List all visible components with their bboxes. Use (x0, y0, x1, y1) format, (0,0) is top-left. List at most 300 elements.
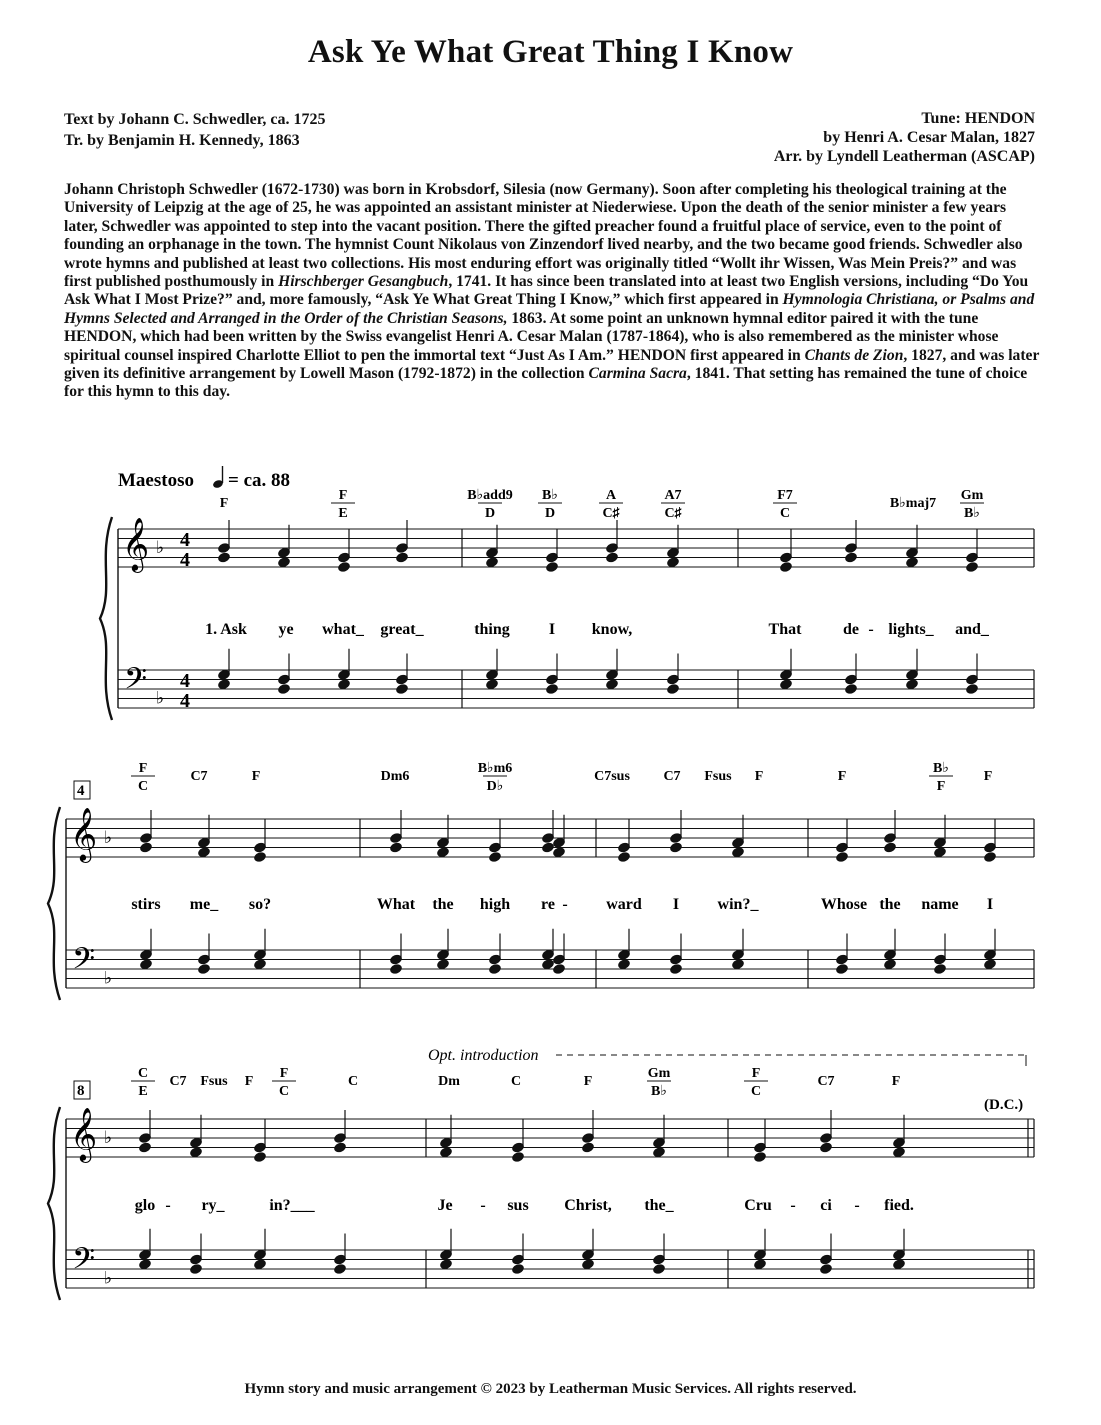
bass-note-chord (605, 649, 618, 690)
chord-name: F (244, 1074, 254, 1089)
bass-note-chord (277, 654, 290, 695)
treble-note-chord (652, 1115, 665, 1158)
note-head (666, 556, 679, 568)
bass-note-chord (189, 1234, 202, 1275)
chord-symbol (838, 769, 847, 784)
note-head (933, 846, 946, 858)
chord-symbol (381, 769, 410, 784)
time-signature-top: 4 (180, 670, 190, 693)
note-head (488, 963, 501, 975)
note-head (488, 851, 501, 863)
note-head (883, 842, 896, 854)
lyric-syllable: in?___ (269, 1197, 315, 1214)
chord-symbol (599, 488, 623, 521)
music-system (48, 761, 1034, 1000)
note-head (511, 1263, 524, 1275)
lyric-syllable: ward (606, 896, 642, 913)
note-head (844, 683, 857, 695)
chord-bass: C (278, 1084, 290, 1099)
note-head (197, 963, 210, 975)
bass-note-chord (439, 1229, 452, 1270)
lyric-syllable: That (768, 621, 802, 638)
note-head (617, 958, 630, 970)
note-head (217, 552, 230, 564)
note-head (892, 1146, 905, 1158)
chord-symbol (331, 488, 355, 521)
treble-note-chord (439, 1115, 452, 1158)
book-title: Carmina Sacra (588, 365, 687, 383)
story-text: , 1741. It has since been translated into at least two English versions, including “Do You Ask What I Most Prize?” and, more famously, “Ask Ye What Great Thing I Know,” which first appeared in (64, 273, 1029, 309)
treble-note-chord (666, 525, 679, 568)
lyric-syllable: - (868, 621, 874, 638)
bass-note-chord (197, 934, 210, 975)
bass-note-chord (892, 1229, 905, 1270)
chord-root: Gm (647, 1066, 671, 1081)
note-head (731, 958, 744, 970)
treble-note-chord (197, 815, 210, 858)
note-head (779, 561, 792, 573)
time-signature-top: 4 (180, 529, 190, 552)
bass-staff (118, 670, 1034, 708)
lyric-syllable: lights_ (888, 621, 934, 638)
treble-note-chord (965, 530, 978, 573)
note-head (139, 842, 152, 854)
story-text: Johann Christoph Schwedler (1672-1730) was born in Krobsdorf, Silesia (now Germany). Soon after completing his theological training at the University of Leipzig at the age of 25, he was appointed an assistant minister at Niederwiese. Upon the death of the senior minister a few years later, Schwedler was appointed to step into the vacant position. There the gifted preacher found a fruitful place of service, even to the point of founding an orphanage in the town. The hymnist Count Nikolaus von Zinzendorf lived nearby, and the two became good friends. Schwedler also wrote hymns and published at least two collections. His most enduring effort was originally titled “Wollt ihr Wissen, Was Mein Preis?” and was first published posthumously in (64, 181, 1023, 291)
treble-note-chord (511, 1120, 524, 1163)
lyric-syllable: ci (820, 1197, 832, 1214)
lyric-syllable: thing (474, 621, 510, 638)
chord-name: F (251, 769, 261, 784)
chord-symbol (169, 1074, 186, 1089)
chord-symbol (744, 1066, 768, 1099)
note-head (253, 1151, 266, 1163)
brace-icon (48, 1107, 60, 1300)
brace-icon (48, 807, 60, 1000)
note-head (139, 958, 152, 970)
note-head (552, 963, 565, 975)
chord-name: F (983, 769, 993, 784)
note-head (844, 552, 857, 564)
copyright-footer: Hymn story and music arrangement © 2023 by Leatherman Music Services. All rights reserved. (244, 1381, 857, 1397)
bass-note-chord (844, 654, 857, 695)
bass-note-chord (511, 1234, 524, 1275)
chord-symbol (131, 761, 155, 794)
bass-note-chord (545, 654, 558, 695)
treble-clef-icon: 𝄞 (70, 1108, 98, 1160)
chord-name: F (583, 1074, 593, 1089)
note-head (253, 1258, 266, 1270)
treble-note-chord (933, 815, 946, 858)
note-head (337, 678, 350, 690)
chord-symbol (252, 769, 261, 784)
chord-name: C7 (169, 1074, 187, 1089)
treble-note-chord (581, 1110, 594, 1153)
treble-note-chord (139, 810, 152, 853)
lyric-syllable: Christ, (564, 1197, 612, 1214)
chord-symbol (245, 1074, 254, 1089)
note-head (883, 958, 896, 970)
chord-symbol (272, 1066, 296, 1099)
key-flat-icon: ♭ (156, 538, 165, 557)
note-head (436, 846, 449, 858)
bass-note-chord (138, 1229, 151, 1270)
lyric-syllable: know, (591, 621, 633, 638)
chord-bass: D (484, 506, 496, 521)
treble-note-chord (835, 820, 848, 863)
note-head (541, 958, 554, 970)
chord-symbol (478, 761, 513, 794)
note-head (436, 958, 449, 970)
note-head (189, 1263, 202, 1275)
treble-note-chord (779, 530, 792, 573)
music-system (48, 1047, 1034, 1300)
translator: Tr. by Benjamin H. Kennedy, 1863 (64, 132, 300, 149)
treble-note-chord (545, 530, 558, 573)
story-text: , 1841. That setting has remained the tune of choice for this hymn to this day. (64, 365, 1028, 401)
bass-note-chord (933, 934, 946, 975)
lyric-syllable: - (165, 1197, 171, 1214)
lyric-syllable: - (480, 1197, 486, 1214)
bass-note-chord (552, 934, 565, 975)
lyric-syllable: - (562, 896, 568, 913)
chord-root: B♭ (542, 488, 558, 503)
bass-note-chord (389, 934, 402, 975)
bass-note-chord (983, 929, 996, 970)
measure-number: 4 (77, 783, 85, 799)
chord-symbol (755, 769, 764, 784)
bass-note-chord (753, 1229, 766, 1270)
note-head (905, 678, 918, 690)
note-head (753, 1258, 766, 1270)
note-head (666, 683, 679, 695)
treble-note-chord (333, 1110, 346, 1153)
chord-symbol (773, 488, 797, 521)
note-head (605, 552, 618, 564)
lyric-syllable: re (541, 896, 555, 913)
chord-symbol (538, 488, 562, 521)
bass-note-chord (905, 649, 918, 690)
tempo-text: Maestoso (118, 470, 194, 491)
book-title: Hirschberger Gesangbuch (278, 273, 449, 291)
chord-name: Dm (438, 1074, 460, 1089)
chord-name: C7 (190, 769, 208, 784)
bass-note-chord (581, 1229, 594, 1270)
bass-note-chord (488, 934, 501, 975)
chord-symbol (817, 1074, 834, 1089)
time-signature-bottom: 4 (180, 549, 190, 572)
arranger: Arr. by Lyndell Leatherman (ASCAP) (773, 148, 1035, 165)
note-head (485, 678, 498, 690)
note-head (617, 851, 630, 863)
lyric-syllable: Whose (820, 896, 868, 913)
treble-clef-icon: 𝄞 (122, 518, 150, 570)
treble-note-chord (253, 820, 266, 863)
chord-name: C (347, 1074, 359, 1089)
chord-symbol (594, 769, 630, 784)
chord-symbol (661, 488, 685, 521)
bass-note-chord (485, 649, 498, 690)
note-head (197, 846, 210, 858)
bass-note-chord (541, 929, 554, 970)
lyric-syllable: glo (134, 1197, 156, 1214)
note-head (731, 846, 744, 858)
note-head (983, 958, 996, 970)
chord-symbol (584, 1074, 593, 1089)
chord-root: A7 (664, 488, 682, 503)
note-head (545, 683, 558, 695)
chord-root: B♭add9 (467, 488, 513, 503)
lyric-syllable: the (879, 896, 901, 913)
tune-composer: by Henri A. Cesar Malan, 1827 (823, 129, 1035, 146)
da-capo-marking: (D.C.) (984, 1097, 1024, 1113)
bass-note-chord (819, 1234, 832, 1275)
bass-note-chord (731, 929, 744, 970)
chord-name: C7 (663, 769, 681, 784)
chord-root: F (279, 1066, 289, 1081)
treble-note-chord (819, 1110, 832, 1153)
chord-bass: D (544, 506, 556, 521)
lyric-syllable: ye (278, 621, 294, 638)
bass-note-chord (965, 654, 978, 695)
note-head (189, 1146, 202, 1158)
note-head (753, 1151, 766, 1163)
note-head (511, 1151, 524, 1163)
story-text: , 1827, and was later given its definitive arrangement by Lowell Mason (1792-1872) in the collection (64, 346, 1040, 383)
chord-symbol (200, 1074, 228, 1089)
note-head (138, 1142, 151, 1154)
chord-name: B♭maj7 (889, 496, 937, 511)
bass-note-chord (883, 929, 896, 970)
lyric-syllable: stirs (131, 896, 161, 913)
page-title: Ask Ye What Great Thing I Know (307, 34, 794, 70)
treble-note-chord (844, 520, 857, 563)
chord-bass: D♭ (486, 779, 504, 794)
chord-bass: F (936, 779, 946, 794)
note-head (581, 1142, 594, 1154)
note-head (581, 1258, 594, 1270)
bass-note-chord (652, 1234, 665, 1275)
note-head (485, 556, 498, 568)
chord-symbol (929, 761, 953, 794)
treble-note-chord (669, 810, 682, 853)
chord-symbol (984, 769, 993, 784)
chord-name: F (219, 496, 229, 511)
note-head (541, 842, 554, 854)
note-head (217, 678, 230, 690)
note-head (253, 851, 266, 863)
note-head (669, 963, 682, 975)
lyric-syllable: - (790, 1197, 796, 1214)
lyric-syllable: 1. Ask (205, 621, 247, 638)
lyric-syllable: I (548, 621, 556, 638)
bass-clef-icon: 𝄢 (72, 1242, 96, 1283)
note-head (439, 1258, 452, 1270)
lyric-syllable: win?_ (717, 896, 759, 913)
lyric-syllable: de (843, 621, 859, 638)
note-head (395, 552, 408, 564)
tempo-bpm: = ca. 88 (228, 470, 291, 491)
chord-symbol (131, 1066, 155, 1099)
treble-note-chord (753, 1120, 766, 1163)
chord-root: F (138, 761, 148, 776)
note-head (333, 1142, 346, 1154)
lyric-syllable: and_ (955, 621, 989, 638)
treble-note-chord (883, 810, 896, 853)
note-head (389, 963, 402, 975)
chord-name: Fsus (200, 1074, 228, 1089)
lyric-syllable: fied. (884, 1197, 914, 1214)
note-head (819, 1142, 832, 1154)
note-head (395, 683, 408, 695)
chord-symbol (511, 1074, 521, 1089)
note-head (652, 1263, 665, 1275)
chord-root: B♭ (933, 761, 949, 776)
chord-symbol (647, 1066, 671, 1099)
note-head (835, 963, 848, 975)
chord-bass: B♭ (964, 506, 980, 521)
note-head (439, 1146, 452, 1158)
chord-symbol (220, 496, 229, 511)
note-head (389, 842, 402, 854)
lyric-syllable: name (921, 896, 959, 913)
time-signature-bottom: 4 (180, 690, 190, 713)
treble-note-chord (488, 820, 501, 863)
book-title: Hymnologia Christiana, or Psalms and Hymns Selected and Arranged in the Order of the Christian Seasons, (64, 291, 1035, 327)
key-flat-icon: ♭ (104, 1128, 113, 1147)
note-head (669, 842, 682, 854)
chord-bass: E (138, 1084, 148, 1099)
note-head (933, 963, 946, 975)
note-head (965, 561, 978, 573)
treble-note-chord (389, 810, 402, 853)
treble-note-chord (983, 820, 996, 863)
note-head (983, 851, 996, 863)
chord-bass: C♯ (602, 506, 620, 521)
chord-root: F (338, 488, 348, 503)
chord-name: F (754, 769, 764, 784)
note-head (605, 678, 618, 690)
bass-note-chord (666, 654, 679, 695)
chord-name: F (891, 1074, 901, 1089)
bass-clef-icon: 𝄢 (72, 942, 96, 983)
treble-note-chord (277, 525, 290, 568)
treble-note-chord (605, 520, 618, 563)
treble-note-chord (731, 815, 744, 858)
lyric-syllable: - (854, 1197, 860, 1214)
lyric-syllable: Je (437, 1197, 453, 1214)
tune-name: Tune: HENDON (921, 110, 1035, 127)
bass-note-chord (253, 1229, 266, 1270)
note-head (652, 1146, 665, 1158)
chord-symbol (663, 769, 680, 784)
treble-note-chord (436, 815, 449, 858)
key-flat-icon: ♭ (104, 828, 113, 847)
chord-symbol (704, 769, 732, 784)
treble-note-chord (337, 530, 350, 573)
treble-clef-icon: 𝄞 (70, 808, 98, 860)
note-head (333, 1263, 346, 1275)
chord-symbol (438, 1074, 460, 1089)
lyric-syllable: so? (248, 896, 272, 913)
note-head (892, 1258, 905, 1270)
bass-note-chord (337, 649, 350, 690)
chord-name: Fsus (704, 769, 732, 784)
bass-note-chord (835, 934, 848, 975)
note-head (819, 1263, 832, 1275)
chord-root: A (605, 488, 617, 503)
note-head (905, 556, 918, 568)
chord-name: C7 (817, 1074, 835, 1089)
note-head (138, 1258, 151, 1270)
chord-name: F (837, 769, 847, 784)
chord-symbol (190, 769, 207, 784)
chord-root: F (751, 1066, 761, 1081)
lyric-syllable: What (376, 896, 416, 913)
chord-symbol (960, 488, 984, 521)
measure-number: 8 (77, 1083, 85, 1099)
note-head (965, 683, 978, 695)
chord-root: F7 (777, 488, 793, 503)
chord-name: Dm6 (380, 769, 410, 784)
note-head (337, 561, 350, 573)
music-system (100, 488, 1034, 720)
chord-root: C (137, 1066, 149, 1081)
chord-bass: E (338, 506, 348, 521)
bass-note-chord (253, 929, 266, 970)
bass-note-chord (395, 654, 408, 695)
chord-bass: C (137, 779, 149, 794)
note-head (277, 683, 290, 695)
treble-note-chord (217, 520, 230, 563)
bass-note-chord (617, 929, 630, 970)
lyric-syllable: me_ (189, 896, 219, 913)
chord-symbol (892, 1074, 901, 1089)
key-flat-icon: ♭ (104, 1268, 113, 1288)
bass-note-chord (333, 1234, 346, 1275)
lyric-syllable: what_ (322, 621, 364, 638)
brace-icon (100, 517, 112, 720)
lyric-syllable: Cru (744, 1197, 772, 1214)
lyric-syllable: the_ (644, 1197, 674, 1214)
treble-note-chord (905, 525, 918, 568)
lyric-syllable: great_ (380, 621, 424, 638)
note-head (253, 958, 266, 970)
note-head (277, 556, 290, 568)
chord-bass: C (750, 1084, 762, 1099)
chord-root: Gm (960, 488, 984, 503)
treble-note-chord (253, 1120, 266, 1163)
lyric-syllable: I (986, 896, 994, 913)
treble-note-chord (485, 525, 498, 568)
treble-note-chord (541, 810, 554, 853)
treble-staff (118, 529, 1034, 567)
lyric-syllable: ry_ (201, 1197, 225, 1214)
lyric-syllable: sus (507, 1197, 529, 1214)
note-head (552, 846, 565, 858)
story-text: 1863. At some point an unknown hymnal editor paired it with the tune HENDON, which had been written by the Swiss evangelist Henri A. Cesar Malan (1787-1864), who is also remembered as the minister whose spiritual counsel inspired Charlotte Elliot to pen the immortal text “Just As I Am.” HENDON first appeared in (64, 309, 999, 364)
bass-note-chord (139, 929, 152, 970)
note-head (545, 561, 558, 573)
key-flat-icon: ♭ (104, 968, 113, 988)
chord-name: C7sus (594, 769, 630, 784)
treble-note-chord (189, 1115, 202, 1158)
note-head (835, 851, 848, 863)
bass-note-chord (217, 649, 230, 690)
bass-note-chord (779, 649, 792, 690)
treble-note-chord (138, 1110, 151, 1153)
book-title: Chants de Zion (804, 346, 904, 364)
bass-note-chord (669, 934, 682, 975)
